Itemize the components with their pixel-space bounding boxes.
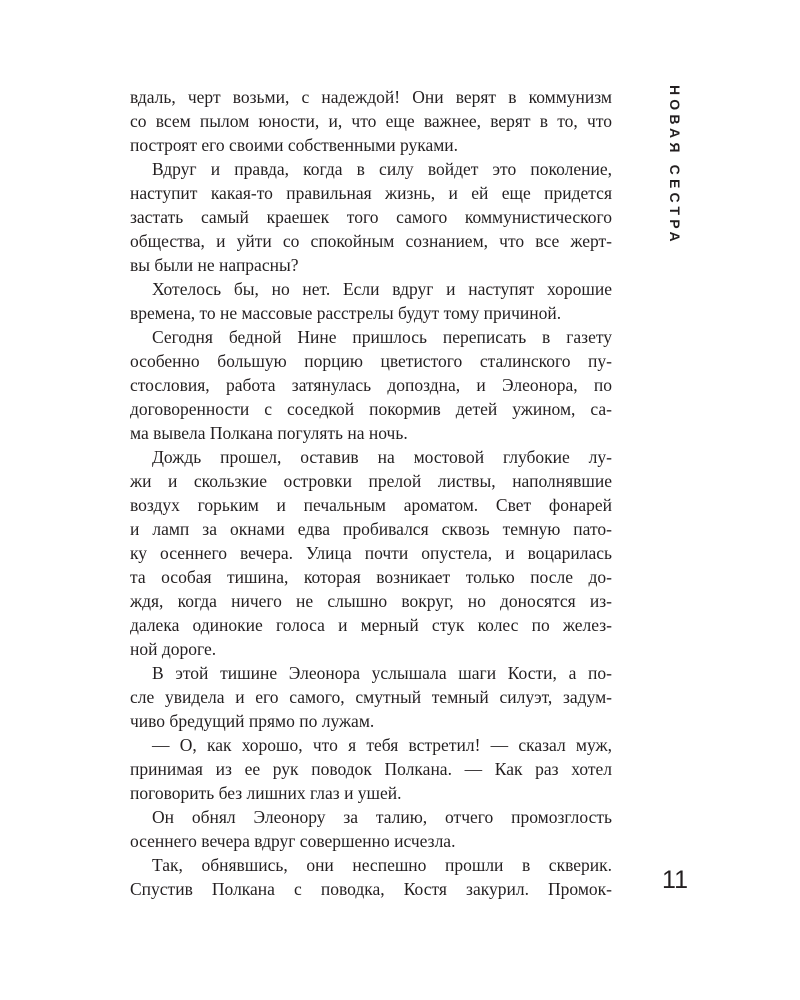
text-line: Спустив Полкана с поводка, Костя закурил. Промок-: [130, 879, 612, 899]
text-line: ку осеннего вечера. Улица почти опустела, и воцарилась: [130, 543, 612, 563]
text-line: особенно большую порцию цветистого сталинского пу-: [130, 351, 612, 371]
text-line: ной дороге.: [130, 639, 217, 659]
text-line: воздух горьким и печальным ароматом. Свет фонарей: [130, 495, 612, 515]
running-head: [653, 85, 697, 265]
text-line: вы были не напрасны?: [130, 255, 299, 275]
text-line: времена, то не массовые расстрелы будут тому причиной.: [130, 303, 562, 323]
text-line: — О, как хорошо, что я тебя встретил! — сказал муж,: [152, 735, 612, 755]
text-line: наступит какая-то правильная жизнь, и ей еще придется: [130, 183, 612, 203]
text-line: Так, обнявшись, они неспешно прошли в скверик.: [152, 855, 612, 875]
text-line: общества, и уйти со спокойным сознанием, что все жерт-: [130, 231, 612, 251]
text-line: ма вывела Полкана погулять на ночь.: [130, 423, 408, 443]
body-text: [130, 85, 612, 901]
text-line: и ламп за окнами едва пробивался сквозь темную пато-: [130, 519, 612, 539]
text-line: поговорить без лишних глаз и ушей.: [130, 783, 402, 803]
text-line: Дождь прошел, оставив на мостовой глубокие лу-: [152, 447, 612, 467]
text-line: договоренности с соседкой покормив детей ужином, са-: [130, 399, 612, 419]
text-line: В этой тишине Элеонора услышала шаги Кости, а по-: [152, 663, 612, 683]
text-line: Вдруг и правда, когда в силу войдет это поколение,: [152, 159, 612, 179]
text-line: построят его своими собственными руками.: [130, 135, 459, 155]
page-number: 11: [662, 866, 688, 894]
text-line: та особая тишина, которая возникает только после до-: [130, 567, 612, 587]
text-line: Сегодня бедной Нине пришлось переписать в газету: [152, 327, 612, 347]
text-line: чиво бредущий прямо по лужам.: [130, 711, 375, 731]
text-line: Хотелось бы, но нет. Если вдруг и наступят хорошие: [152, 279, 612, 299]
text-line: осеннего вечера вдруг совершенно исчезла.: [130, 831, 456, 851]
text-line: со всем пылом юности, и, что еще важнее, верят в то, что: [130, 111, 612, 131]
text-line: застать самый краешек того самого коммунистического: [130, 207, 612, 227]
text-line: жи и скользкие островки прелой листвы, наполнявшие: [130, 471, 612, 491]
text-line: ждя, когда ничего не слышно вокруг, но доносятся из-: [130, 591, 612, 611]
text-line: Он обнял Элеонору за талию, отчего промозглость: [152, 807, 612, 827]
text-line: сле увидела и его самого, смутный темный силуэт, задум-: [130, 687, 612, 707]
text-line: вдаль, черт возьми, с надеждой! Они верят в коммунизм: [130, 87, 612, 107]
text-line: далека одинокие голоса и мерный стук колес по желез-: [130, 615, 612, 635]
running-head-title: НОВАЯ СЕСТРА: [667, 85, 683, 246]
text-line: стословия, работа затянулась допоздна, и Элеонора, по: [130, 375, 612, 395]
text-line: принимая из ее рук поводок Полкана. — Как раз хотел: [130, 759, 612, 779]
